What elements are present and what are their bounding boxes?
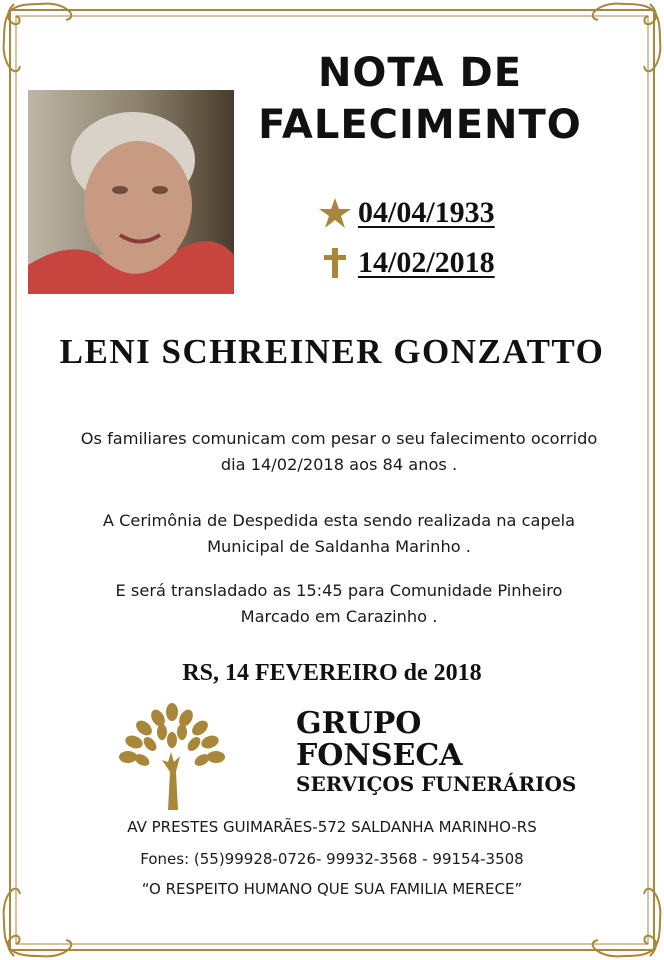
star-icon: [318, 197, 352, 229]
dateline: RS, 14 FEVEREIRO de 2018: [182, 660, 482, 686]
company-tagline: SERVIÇOS FUNERÁRIOS: [296, 772, 577, 796]
company-motto: “O RESPEITO HUMANO QUE SUA FAMILIA MERECE”: [141, 880, 523, 898]
birth-date-row: [318, 196, 495, 230]
message-line: E será transladado as 15:45 para Comunidade Pinheiro: [115, 581, 563, 600]
message-line: Municipal de Saldanha Marinho .: [207, 537, 471, 556]
company-name: [296, 708, 576, 796]
message-line: A Cerimônia de Despedida esta sendo realizada na capela: [102, 511, 576, 530]
message-line: dia 14/02/2018 aos 84 anos .: [220, 455, 458, 474]
deceased-photo: [28, 90, 234, 294]
deceased-name: LENI SCHREINER GONZATTO: [59, 332, 605, 371]
death-date: 14/02/2018: [358, 246, 495, 279]
company-line2: FONSECA: [296, 738, 463, 773]
message-line: Marcado em Carazinho .: [240, 607, 438, 626]
company-phones: Fones: (55)99928-0726- 99932-3568 - 99154-3508: [140, 850, 524, 868]
tree-icon: [118, 702, 226, 810]
notice-title-line2: FALECIMENTO: [258, 102, 582, 148]
message-line: Os familiares comunicam com pesar o seu falecimento ocorrido: [80, 429, 598, 448]
notice-title-line1: NOTA DE: [317, 50, 523, 96]
message-paragraph-1: [44, 426, 634, 478]
message-paragraph-3: [44, 578, 634, 630]
birth-date: 04/04/1933: [358, 196, 495, 229]
message-paragraph-2: [44, 508, 634, 560]
cross-icon: [318, 246, 352, 280]
company-line1: GRUPO: [296, 706, 422, 741]
death-date-row: [318, 246, 495, 280]
company-address: AV PRESTES GUIMARÃES-572 SALDANHA MARINHO-RS: [127, 818, 537, 836]
